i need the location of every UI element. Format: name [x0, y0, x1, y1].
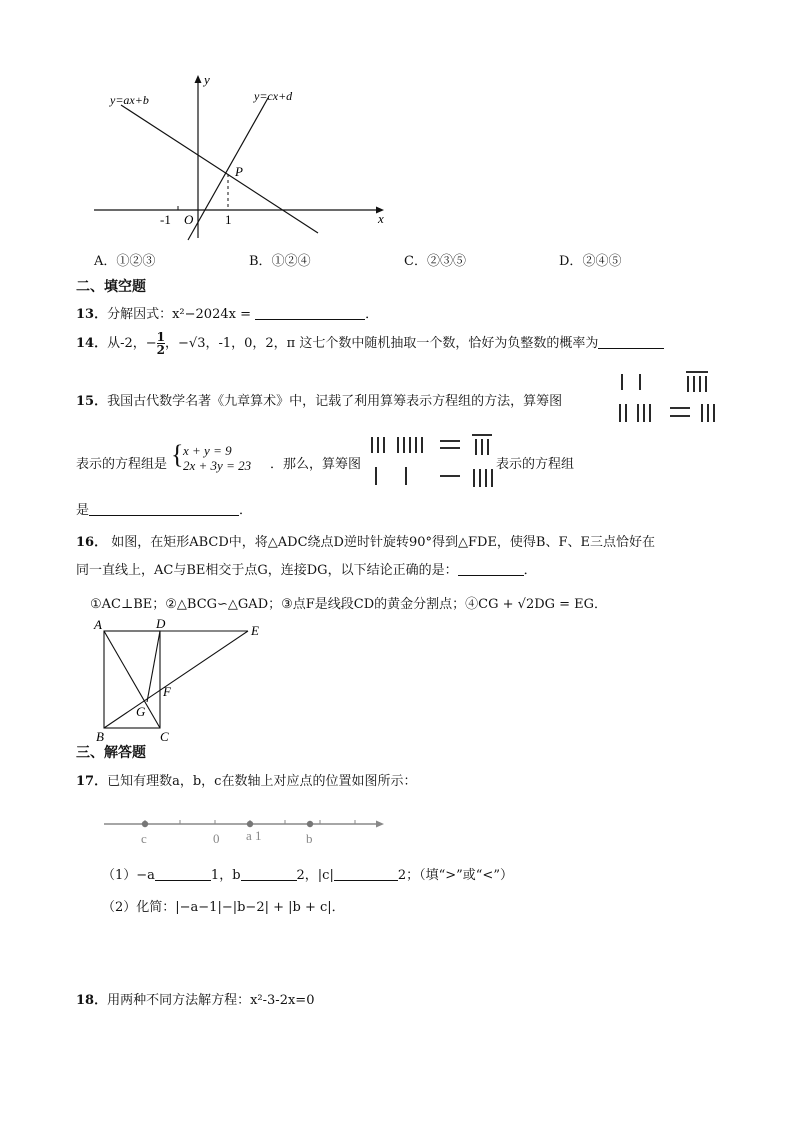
- q15-line2-post: ．那么，算筹图: [270, 457, 362, 472]
- q16-answer-blank[interactable]: [458, 561, 524, 576]
- question-15-line1: [76, 390, 562, 409]
- q15-line2-pre: 表示的方程组是: [76, 457, 168, 472]
- q17-part2: （2）化简：|−a−1|−|b−2| + |b + c|．: [102, 900, 345, 915]
- label-line2: y=cx+d: [254, 89, 293, 103]
- q13-end: ．: [365, 307, 379, 322]
- label-e: E: [251, 623, 259, 638]
- q14-answer-blank[interactable]: [598, 334, 664, 349]
- q18-number: 18．: [76, 993, 108, 1008]
- option-d[interactable]: [559, 250, 621, 269]
- q13-number: 13．: [76, 307, 108, 322]
- q18-text: 用两种不同方法解方程：x²-3-2x=0: [107, 993, 315, 1008]
- q13-answer-blank[interactable]: [255, 305, 365, 320]
- q16-line2-end: ．: [523, 563, 537, 578]
- y-axis-arrow: [195, 75, 202, 83]
- option-a-letter: A．: [94, 254, 117, 269]
- option-d-value: ②④⑤: [582, 254, 622, 269]
- label-g: G: [136, 704, 146, 719]
- q15-eq1: x + y = 9: [183, 443, 232, 458]
- q14-post: ，−√3，-1，0，2，π 这七个数中随机抽取一个数，恰好为负整数的概率为: [165, 336, 599, 351]
- label-line1: y=ax+b: [110, 93, 149, 107]
- question-18: [76, 989, 314, 1008]
- q17-blank-1[interactable]: [155, 866, 211, 881]
- question-14: [76, 331, 664, 356]
- label-c-point: c: [141, 831, 147, 846]
- point-b: [307, 821, 313, 827]
- q16-line1-text: 如图，在矩形ABCD中，将△ADC绕点D逆时针旋转90°得到△FDE，使得B、F、E三点恰好在: [111, 535, 656, 550]
- q14-frac-den: 2: [156, 343, 166, 357]
- section-solve-title: 三、解答题: [76, 745, 146, 761]
- label-tick-neg1: -1: [160, 212, 171, 227]
- q17-part1: [102, 864, 513, 883]
- q16-number: 16．: [76, 535, 108, 550]
- q15-line3-end: ．: [239, 503, 253, 518]
- question-16-line2: [76, 559, 537, 578]
- label-a: A: [94, 617, 102, 632]
- q14-fraction: [157, 331, 165, 356]
- q14-frac-num: 1: [156, 330, 166, 344]
- q15-brace: {: [171, 440, 184, 469]
- q17-p1-b: 2，|c|: [296, 868, 334, 883]
- q15-eq2: 2x + 3y = 23: [183, 458, 252, 473]
- option-a[interactable]: [94, 250, 155, 269]
- label-d: D: [156, 616, 166, 631]
- label-c: C: [160, 729, 169, 744]
- q17-p1-a: 1，b: [210, 868, 241, 883]
- q15-equation-system: [183, 443, 251, 473]
- rectangle-figure: [90, 616, 270, 744]
- label-x: x: [378, 211, 384, 226]
- q14-pre: 从-2，−: [107, 336, 157, 351]
- question-15-line2: [76, 453, 167, 472]
- q14-number: 14．: [76, 336, 108, 351]
- q17-p1-pre: （1）−a: [102, 868, 155, 883]
- option-c-value: ②③⑤: [426, 254, 466, 269]
- option-b-letter: B．: [249, 254, 272, 269]
- q15-line2-end: 表示的方程组: [496, 457, 575, 472]
- q16-line2-text: 同一直线上，AC与BE相交于点G，连接DG，以下结论正确的是：: [76, 563, 458, 578]
- counting-rods-figure-2: [366, 433, 496, 491]
- question-16-line3: ①AC⊥BE；②△BCG∽△GAD；③点F是线段CD的黄金分割点；④CG + √2DG = EG．: [90, 597, 608, 612]
- q15-line1-text: 我国古代数学名著《九章算术》中，记载了利用算筹表示方程组的方法，算筹图: [107, 394, 563, 409]
- number-line-arrow: [376, 821, 384, 828]
- label-zero: 0: [213, 831, 220, 846]
- option-a-value: ①②③: [116, 254, 156, 269]
- label-y: y: [204, 72, 210, 87]
- label-tick-1: 1: [225, 212, 232, 227]
- q17-blank-3[interactable]: [334, 866, 398, 881]
- q15-line3-text: 是: [76, 503, 90, 518]
- question-16-line1: [76, 531, 655, 550]
- option-b-value: ①②④: [271, 254, 311, 269]
- option-b[interactable]: [249, 250, 311, 269]
- number-line: [100, 810, 390, 850]
- label-b-point: b: [306, 831, 313, 846]
- q15-answer-blank[interactable]: [89, 501, 239, 516]
- q13-text: 分解因式：x²−2024x =: [107, 307, 256, 322]
- question-17: [76, 770, 416, 789]
- coordinate-graph: [88, 70, 398, 245]
- option-d-letter: D．: [559, 254, 583, 269]
- q17-number: 17．: [76, 774, 108, 789]
- point-a: [247, 821, 253, 827]
- label-a-one: a 1: [246, 828, 262, 843]
- label-origin: O: [184, 212, 194, 227]
- label-b: B: [96, 729, 104, 744]
- option-c-letter: C．: [404, 254, 427, 269]
- question-13: [76, 303, 378, 322]
- label-point-p: P: [235, 164, 243, 179]
- option-c[interactable]: [404, 250, 466, 269]
- q17-text: 已知有理数a，b，c在数轴上对应点的位置如图所示：: [107, 774, 417, 789]
- q15-number: 15．: [76, 394, 108, 409]
- point-c: [142, 821, 148, 827]
- question-15-line3: [76, 499, 252, 518]
- counting-rods-figure-1: [614, 370, 718, 428]
- label-f: F: [163, 684, 171, 699]
- q17-blank-2[interactable]: [241, 866, 297, 881]
- q17-p1-c: 2；（填“>”或“<”）: [397, 868, 513, 883]
- section-fill-in-title: 二、填空题: [76, 279, 146, 295]
- line-ax-b: [121, 105, 318, 233]
